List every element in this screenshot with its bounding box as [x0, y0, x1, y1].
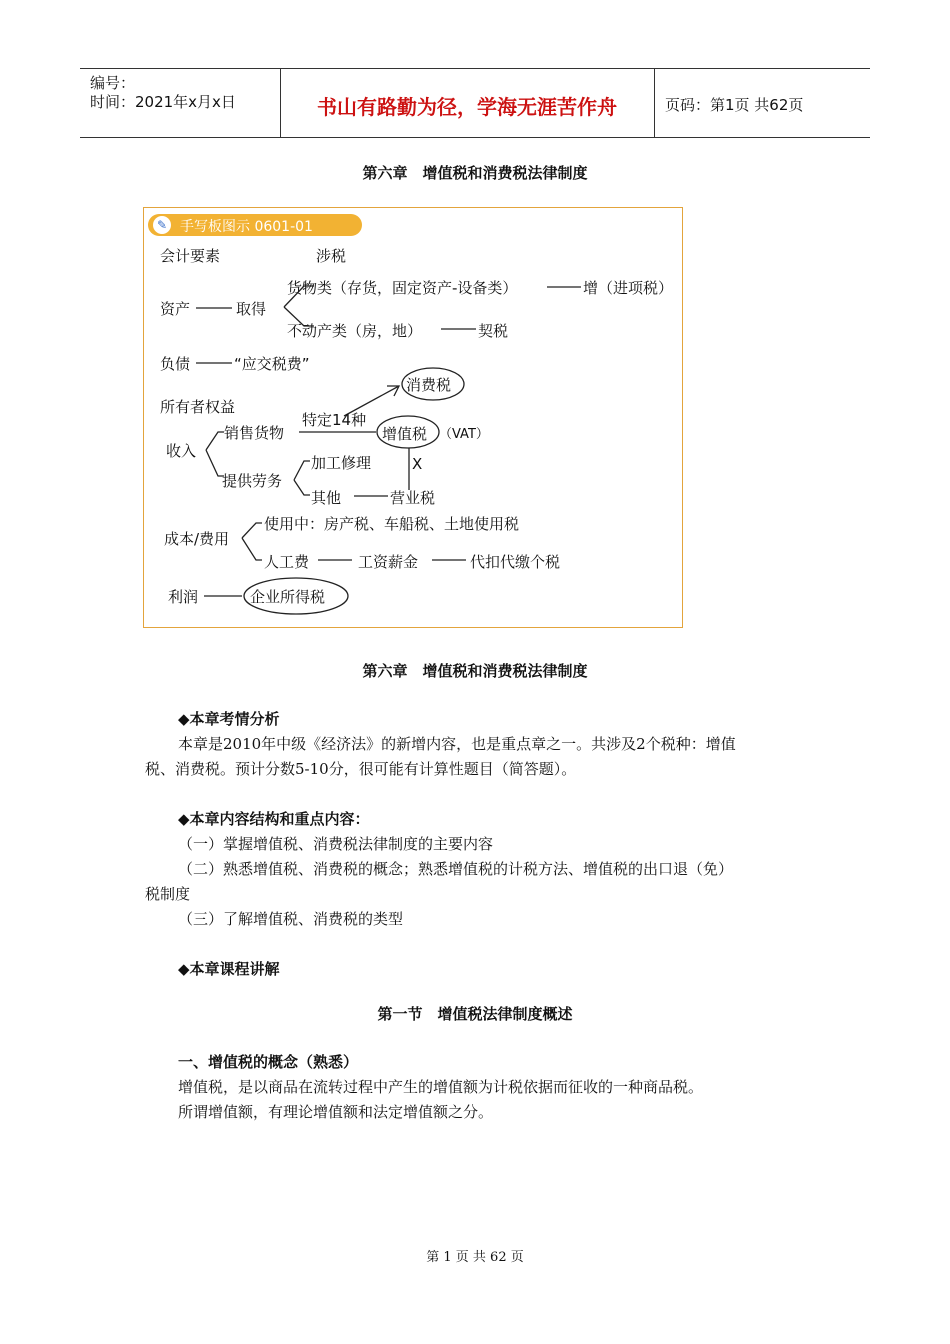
- withhold-label: 代扣代缴个税: [470, 553, 561, 571]
- col-accounting: 会计要素: [160, 247, 221, 265]
- goods-label: 货物类（存货，固定资产-设备类）: [287, 279, 518, 297]
- in-use-label: 使用中：房产税、车船税、土地使用税: [264, 515, 520, 533]
- structure-item-3: （三）了解增值税、消费税的类型: [178, 910, 404, 928]
- analysis-line-1: 本章是2010年中级《经济法》的新增内容，也是重点章之一。共涉及2个税种：增值: [178, 735, 736, 753]
- header-motto-cell: [280, 69, 655, 137]
- processing-label: 加工修理: [311, 454, 372, 472]
- profit-label: 利润: [168, 588, 199, 606]
- analysis-heading: ◆本章考情分析: [178, 710, 280, 728]
- page-label: 页码：第1页 共62页: [665, 96, 804, 114]
- goods-tax-label: 增（进项税）: [583, 279, 674, 297]
- cross-mark: X: [412, 455, 423, 473]
- concept-heading: 一、增值税的概念（熟悉）: [178, 1053, 359, 1071]
- income-label: 收入: [166, 442, 197, 460]
- handwriting-diagram: [143, 207, 683, 628]
- specific14-label: 特定14种: [302, 411, 367, 429]
- structure-item-2a: （二）熟悉增值税、消费税的概念；熟悉增值税的计税方法、增值税的出口退（免）: [178, 860, 734, 878]
- business-tax-label: 营业税: [390, 489, 436, 507]
- labor-cost-label: 人工费: [264, 553, 310, 571]
- structure-item-1: （一）掌握增值税、消费税法律制度的主要内容: [178, 835, 494, 853]
- cost-label: 成本/费用: [164, 530, 230, 548]
- concept-line-2: 所谓增值额，有理论增值额和法定增值额之分。: [178, 1103, 494, 1121]
- structure-item-2b: 税制度: [145, 885, 191, 903]
- col-tax: 涉税: [316, 247, 347, 265]
- labor-label: 提供劳务: [222, 472, 283, 490]
- acquire-label: 取得: [236, 300, 267, 318]
- motto: 书山有路勤为径，学海无涯苦作舟: [317, 95, 617, 119]
- salary-label: 工资薪金: [358, 553, 419, 571]
- realty-label: 不动产类（房，地）: [287, 322, 423, 340]
- bracket-cost: [242, 523, 262, 560]
- pen-icon: ✎: [153, 216, 171, 234]
- asset-label: 资产: [160, 300, 191, 318]
- concept-line-1: 增值税，是以商品在流转过程中产生的增值额为计税依据而征收的一种商品税。: [178, 1078, 704, 1096]
- analysis-line-2: 税、消费税。预计分数5-10分，很可能有计算性题目（简答题）。: [145, 760, 577, 778]
- structure-heading: ◆本章内容结构和重点内容：: [178, 810, 370, 828]
- page-header: [80, 68, 870, 138]
- page-footer: 第 1 页 共 62 页: [426, 1250, 524, 1265]
- vat-abbr-label: （VAT）: [439, 427, 489, 442]
- equity-label: 所有者权益: [160, 398, 236, 416]
- consumption-tax-label: 消费税: [406, 376, 452, 394]
- cit-label: 企业所得税: [250, 588, 326, 606]
- number-label: 编号：: [90, 74, 136, 92]
- badge-label: 手写板图示 0601-01: [180, 219, 313, 235]
- bracket-labor: [294, 461, 310, 495]
- vat-label: 增值税: [382, 425, 428, 443]
- diagram-badge: [148, 214, 362, 236]
- other-label: 其他: [311, 489, 342, 507]
- header-info-cell: [80, 69, 281, 137]
- deed-tax-label: 契税: [478, 322, 509, 340]
- header-page-cell: [655, 69, 870, 137]
- chapter-title-2: 第六章 增值税和消费税法律制度: [362, 662, 588, 680]
- liability-label: 负债: [160, 355, 191, 373]
- time-label: 时间：2021年x月x日: [90, 93, 236, 111]
- chapter-title: 第六章 增值税和消费税法律制度: [362, 164, 588, 182]
- lecture-heading: ◆本章课程讲解: [178, 960, 280, 978]
- sell-goods-label: 销售货物: [224, 424, 285, 442]
- section-title: 第一节 增值税法律制度概述: [377, 1005, 573, 1023]
- tax-payable-label: “应交税费”: [234, 355, 310, 373]
